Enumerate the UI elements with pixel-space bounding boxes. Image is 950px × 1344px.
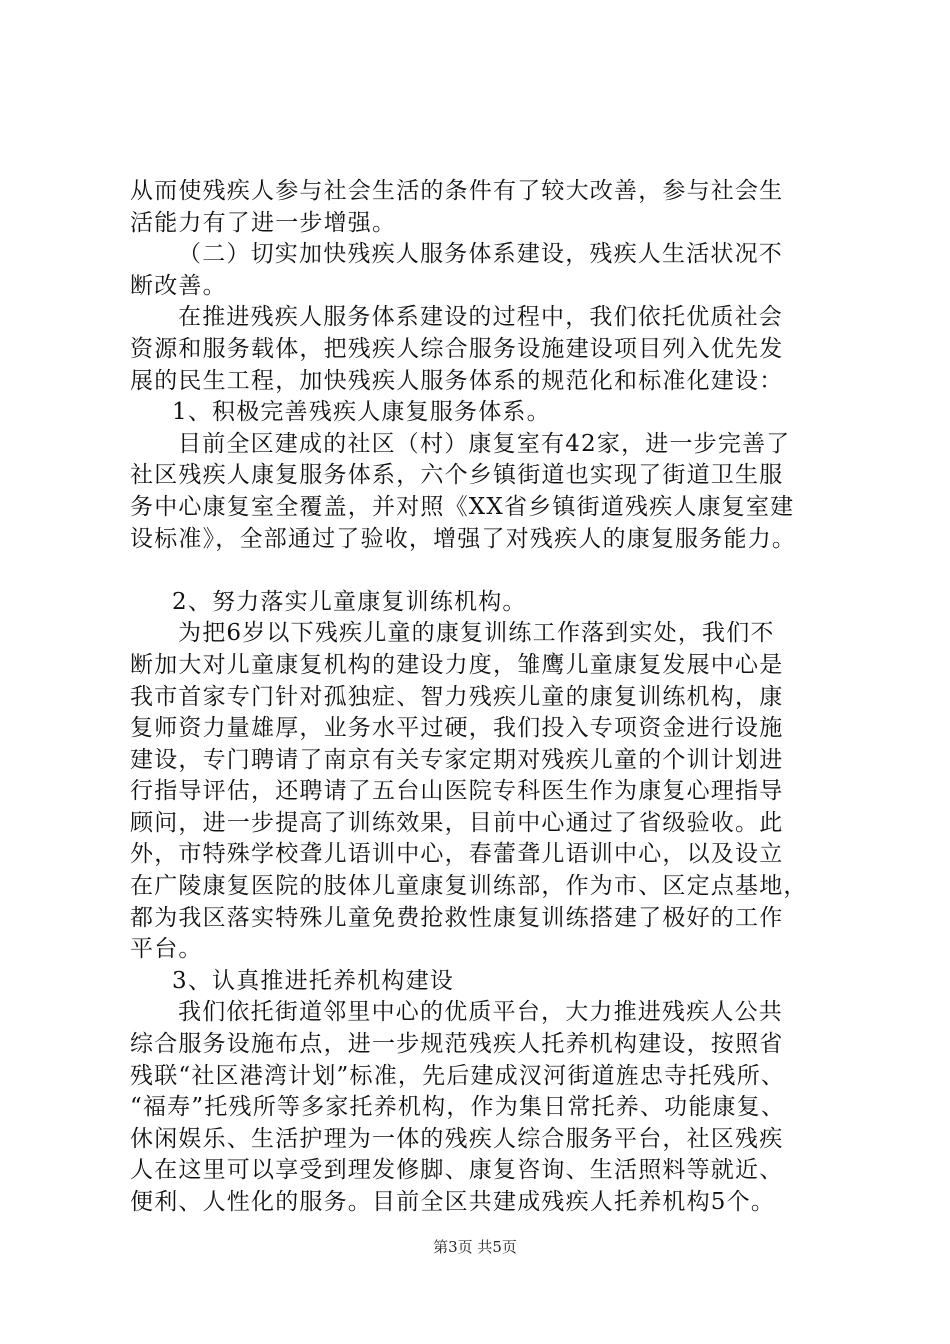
text-line: 设标准》，全部通过了验收，增强了对残疾人的康复服务能力。: [130, 525, 797, 552]
text-line: 平台。: [130, 936, 203, 963]
text-line: 休闲娱乐、生活护理为一体的残疾人综合服务平台，社区残疾: [130, 1125, 784, 1152]
paragraph-start: 为把6岁以下残疾儿童的康复训练工作落到实处，我们不: [178, 620, 775, 647]
section-heading: （二）切实加快残疾人服务体系建设，残疾人生活状况不: [178, 241, 783, 268]
text-line: 残联“社区港湾计划”标准，先后建成汊河街道旌忠寺托残所、: [130, 1062, 786, 1089]
text-line: 外，市特殊学校聋儿语训中心，春蕾聋儿语训中心，以及设立: [130, 841, 784, 868]
text-line: “福寿”托残所等多家托养机构，作为集日常托养、功能康复、: [130, 1094, 786, 1121]
document-body: [130, 176, 830, 1219]
text-line: 行指导评估，还聘请了五台山医院专科医生作为康复心理指导: [130, 778, 784, 805]
text-line: 我市首家专门针对孤独症、智力残疾儿童的康复训练机构，康: [130, 683, 784, 710]
text-line: 便利、人性化的服务。目前全区共建成残疾人托养机构5个。: [130, 1189, 776, 1215]
text-line: 顾问，进一步提高了训练效果，目前中心通过了省级验收。此: [130, 809, 784, 836]
text-line: 断改善。: [130, 272, 227, 299]
paragraph-start: 我们依托街道邻里中心的优质平台，大力推进残疾人公共: [178, 999, 783, 1026]
text-line: 复师资力量雄厚，业务水平过硬，我们投入专项资金进行设施: [130, 715, 784, 742]
text-line: 建设，专门聘请了南京有关专家定期对残疾儿童的个训计划进: [130, 746, 784, 773]
text-line: 在广陵康复医院的肢体儿童康复训练部，作为市、区定点基地，: [130, 873, 808, 900]
text-line: 都为我区落实特殊儿童免费抢救性康复训练搭建了极好的工作: [130, 904, 784, 931]
subsection-heading: 1、积极完善残疾人康复服务体系。: [172, 399, 551, 426]
text-line: 活能力有了进一步增强。: [130, 209, 397, 236]
text-line: 资源和服务载体，把残疾人综合服务设施建设项目列入优先发: [130, 335, 784, 362]
paragraph-start: 目前全区建成的社区（村）康复室有42家，进一步完善了: [178, 430, 791, 457]
paragraph-start: 在推进残疾人服务体系建设的过程中，我们依托优质社会: [178, 304, 783, 331]
text-line: 断加大对儿童康复机构的建设力度，雏鹰儿童康复发展中心是: [130, 651, 784, 678]
text-line: 从而使残疾人参与社会生活的条件有了较大改善，参与社会生: [130, 178, 784, 204]
subsection-heading: 2、努力落实儿童康复训练机构。: [172, 588, 527, 615]
text-line: 综合服务设施布点，进一步规范残疾人托养机构建设，按照省: [130, 1031, 784, 1058]
text-line: 社区残疾人康复服务体系，六个乡镇街道也实现了街道卫生服: [130, 462, 784, 489]
page-number-footer: 第3页 共5页: [433, 1238, 517, 1256]
blank-line: [130, 555, 830, 587]
subsection-heading: 3、认真推进托养机构建设: [172, 967, 455, 994]
text-line: 展的民生工程，加快残疾人服务体系的规范化和标准化建设：: [130, 367, 784, 394]
text-line: 人在这里可以享受到理发修脚、康复咨询、生活照料等就近、: [130, 1157, 784, 1184]
text-line: 务中心康复室全覆盖，并对照《XX省乡镇街道残疾人康复室建: [130, 493, 795, 520]
